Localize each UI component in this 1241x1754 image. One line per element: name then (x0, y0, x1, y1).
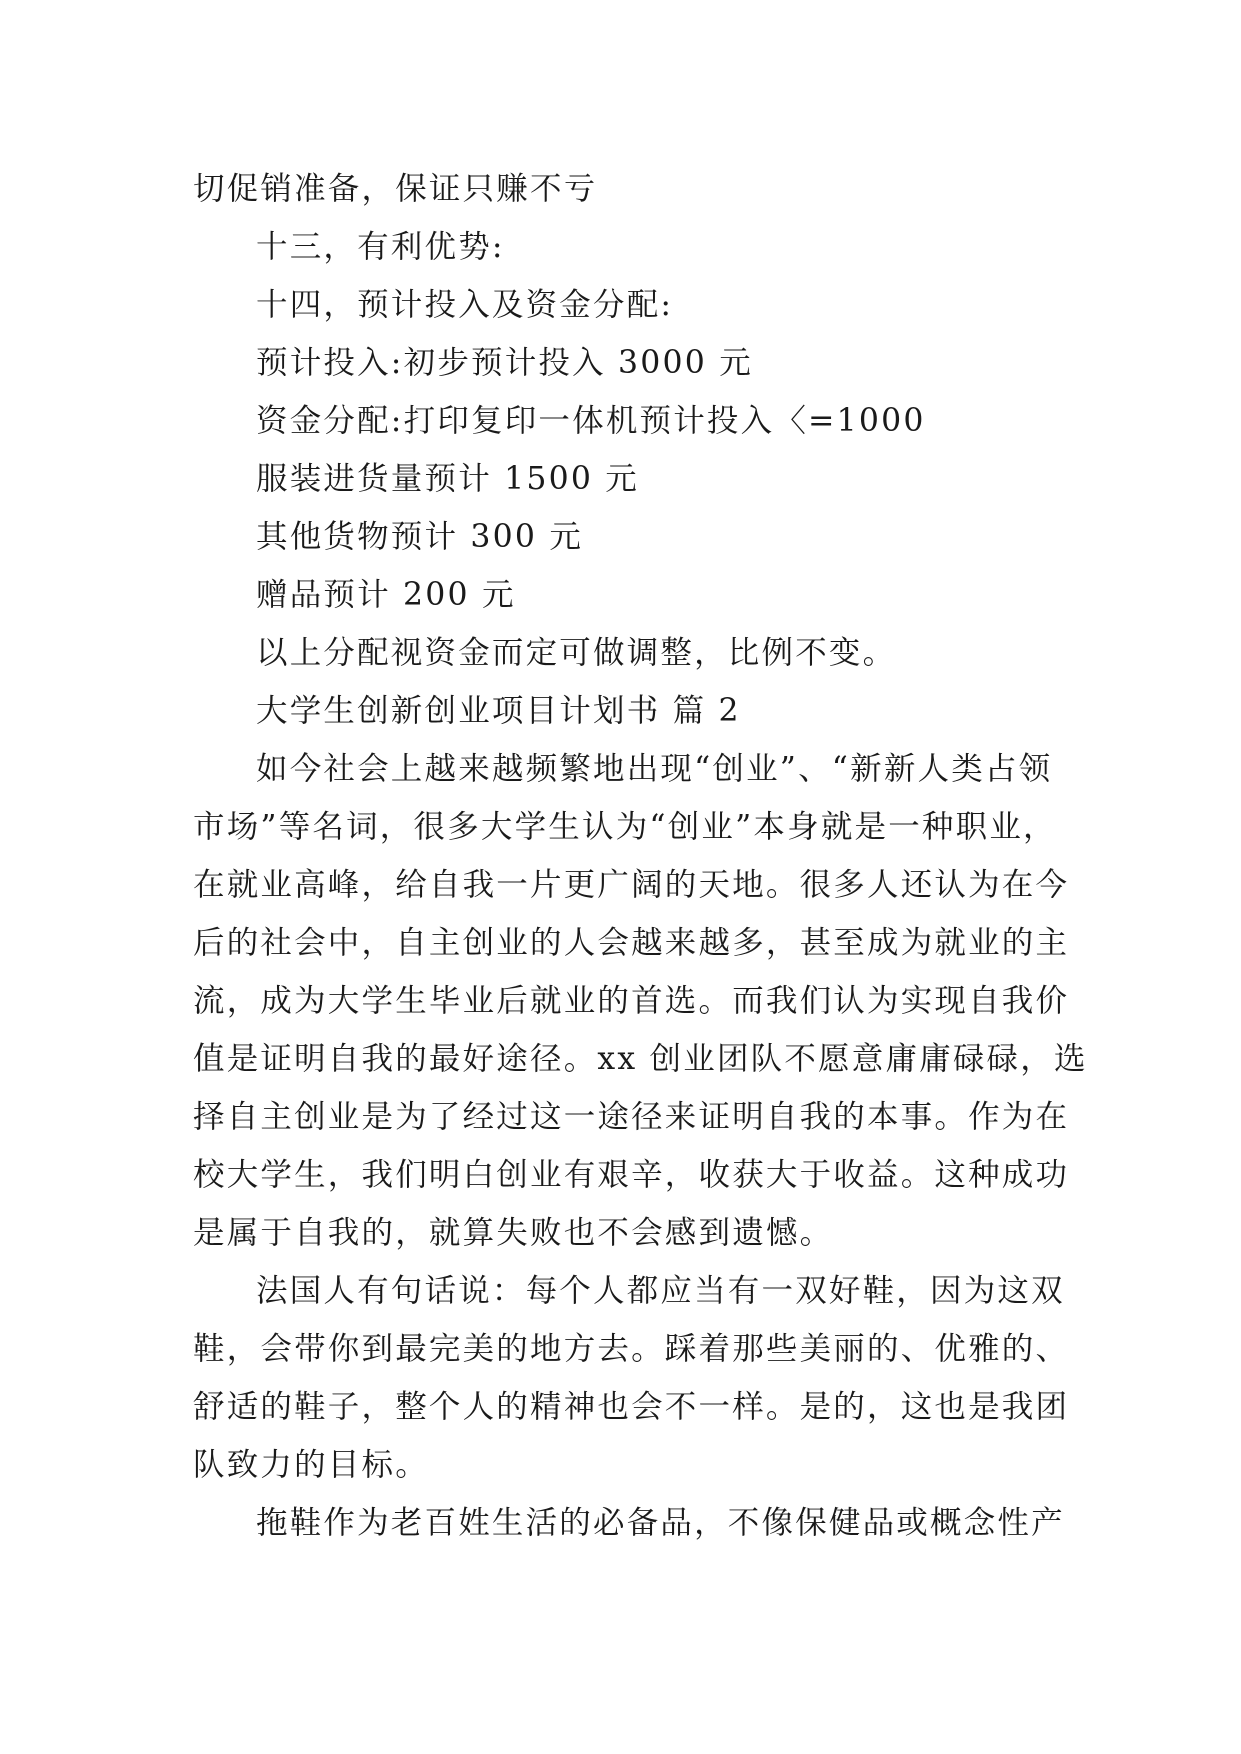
paragraph-line: 法国人有句话说：每个人都应当有一双好鞋，因为这双 (256, 1273, 1065, 1309)
text-line: 其他货物预计 300 元 (256, 519, 584, 555)
text-line: 资金分配:打印复印一体机预计投入〈=1000 (256, 403, 926, 439)
paragraph-line: 流，成为大学生毕业后就业的首选。而我们认为实现自我价 (193, 983, 1070, 1019)
paragraph-line: 后的社会中，自主创业的人会越来越多，甚至成为就业的主 (193, 925, 1070, 961)
text-line: 服装进货量预计 1500 元 (256, 461, 639, 497)
section-heading: 大学生创新创业项目计划书 篇 2 (256, 693, 741, 729)
text-line: 十三，有利优势: (256, 229, 505, 265)
text-line: 切促销准备，保证只赚不亏 (193, 171, 598, 207)
paragraph-line: 择自主创业是为了经过这一途径来证明自我的本事。作为在 (193, 1099, 1070, 1135)
paragraph-line: 鞋，会带你到最完美的地方去。踩着那些美丽的、优雅的、 (193, 1331, 1070, 1367)
text-line: 十四，预计投入及资金分配: (256, 287, 674, 323)
paragraph-line: 如今社会上越来越频繁地出现“创业”、“新新人类占领 (256, 751, 1053, 787)
text-line: 赠品预计 200 元 (256, 577, 516, 613)
paragraph-line: 是属于自我的，就算失败也不会感到遗憾。 (193, 1215, 834, 1251)
text-line: 以上分配视资金而定可做调整，比例不变。 (256, 635, 897, 671)
paragraph-line: 值是证明自我的最好途径。xx 创业团队不愿意庸庸碌碌，选 (193, 1041, 1088, 1077)
paragraph-line: 队致力的目标。 (193, 1447, 429, 1483)
paragraph-line: 在就业高峰，给自我一片更广阔的天地。很多人还认为在今 (193, 867, 1070, 903)
paragraph-line: 校大学生，我们明白创业有艰辛，收获大于收益。这种成功 (193, 1157, 1070, 1193)
document-body (193, 160, 1088, 1552)
paragraph-line: 市场”等名词，很多大学生认为“创业”本身就是一种职业， (193, 809, 1057, 845)
paragraph-line: 舒适的鞋子，整个人的精神也会不一样。是的，这也是我团 (193, 1389, 1070, 1425)
paragraph-line: 拖鞋作为老百姓生活的必备品，不像保健品或概念性产 (256, 1505, 1065, 1541)
text-line: 预计投入:初步预计投入 3000 元 (256, 345, 753, 381)
